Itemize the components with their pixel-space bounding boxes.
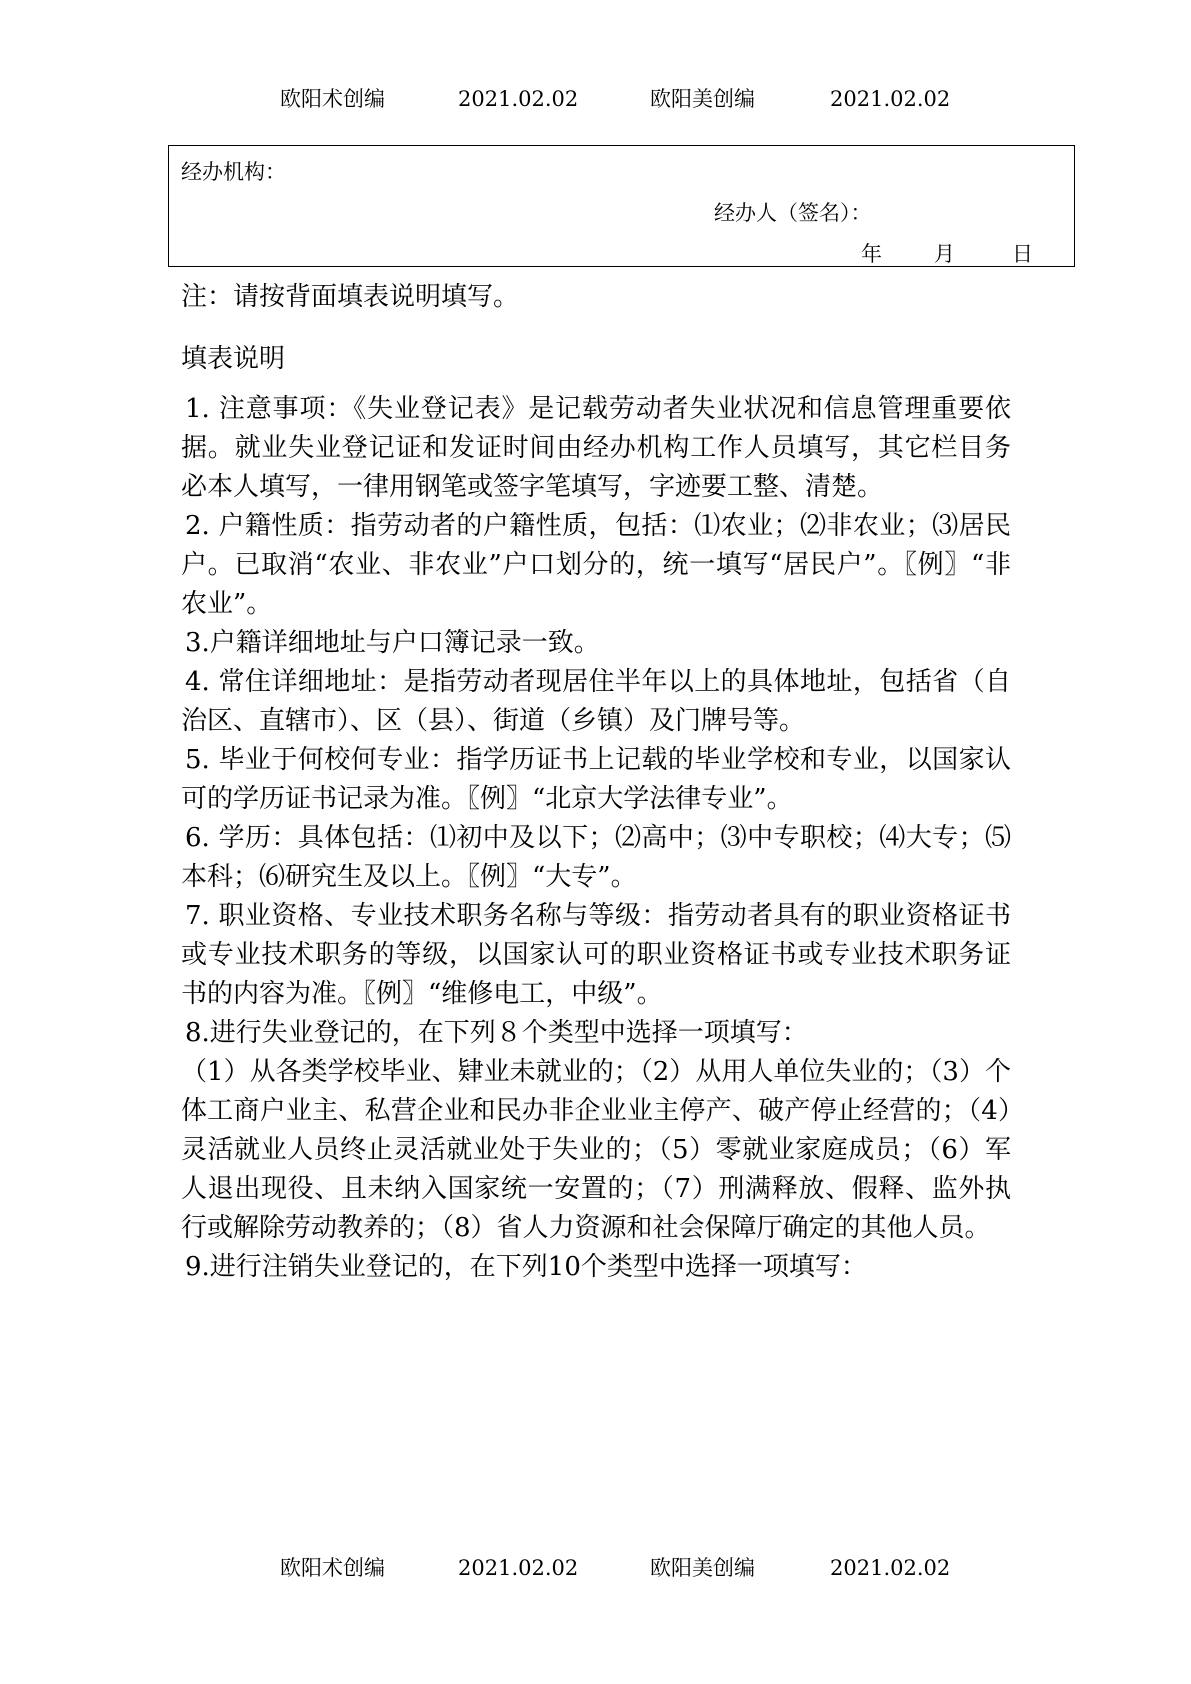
date-day-label: 日	[1012, 242, 1033, 266]
page-footer	[0, 1553, 1191, 1583]
instruction-paragraph: 2. 户籍性质：指劳动者的户籍性质，包括：⑴农业；⑵非农业；⑶居民户。已取消“农业、非农业”户口划分的，统一填写“居民户”。〖例〗“非农业”。	[181, 511, 1011, 619]
header-author-1: 欧阳术创编	[280, 87, 385, 111]
date-year-label: 年	[861, 242, 882, 266]
signature-label: 经办人（签名）：	[714, 201, 872, 225]
instruction-paragraph: 9.进行注销失业登记的，在下列10个类型中选择一项填写：	[185, 1252, 867, 1282]
header-date-1: 2021.02.02	[458, 87, 579, 111]
instruction-paragraph: 5. 毕业于何校何专业：指学历证书上记载的毕业学校和专业，以国家认可的学历证书记录为准。〖例〗“北京大学法律专业”。	[181, 745, 1011, 814]
instructions-body	[181, 390, 1011, 1287]
instruction-paragraph: 6. 学历：具体包括：⑴初中及以下；⑵高中；⑶中专职校；⑷大专；⑸本科；⑹研究生及以上。〖例〗“大专”。	[181, 823, 1011, 892]
header-author-2: 欧阳美创编	[650, 87, 755, 111]
instruction-paragraph: 4. 常住详细地址：是指劳动者现居住半年以上的具体地址，包括省（自治区、直辖市）、区（县）、街道（乡镇）及门牌号等。	[181, 667, 1011, 736]
instruction-paragraph: （1）从各类学校毕业、肄业未就业的；（2）从用人单位失业的；（3）个体工商户业主、私营企业和民办非企业业主停产、破产停止经营的；（4）灵活就业人员终止灵活就业处于失业的；（5）零就业家庭成员；（6）军人退出现役、且未纳入国家统一安置的；（7）刑满释放、假释、监外执行或解除劳动教养的；（8）省人力资源和社会保障厅确定的其他人员。	[181, 1057, 1011, 1243]
header-date-2: 2021.02.02	[830, 87, 951, 111]
instruction-paragraph: 7. 职业资格、专业技术职务名称与等级：指劳动者具有的职业资格证书或专业技术职务的等级，以国家认可的职业资格证书或专业技术职务证书的内容为准。〖例〗“维修电工，中级”。	[181, 901, 1011, 1009]
footer-author-2: 欧阳美创编	[650, 1556, 755, 1580]
date-month-label: 月	[934, 242, 955, 266]
instruction-paragraph: 3.户籍详细地址与户口簿记录一致。	[185, 628, 600, 658]
footer-author-1: 欧阳术创编	[280, 1556, 385, 1580]
instruction-paragraph: 1. 注意事项：《失业登记表》是记载劳动者失业状况和信息管理重要依据。就业失业登记证和发证时间由经办机构工作人员填写，其它栏目务必本人填写，一律用钢笔或签字笔填写，字迹要工整、清楚。	[181, 394, 1011, 502]
instruction-paragraph: 8.进行失业登记的，在下列８个类型中选择一项填写：	[185, 1018, 808, 1048]
agency-label: 经办机构：	[181, 160, 286, 184]
form-note: 注：请按背面填表说明填写。	[181, 282, 520, 312]
section-title: 填表说明	[181, 344, 286, 374]
agency-signature-box	[168, 145, 1075, 267]
footer-date-2: 2021.02.02	[830, 1556, 951, 1580]
page-header	[0, 84, 1191, 114]
footer-date-1: 2021.02.02	[458, 1556, 579, 1580]
